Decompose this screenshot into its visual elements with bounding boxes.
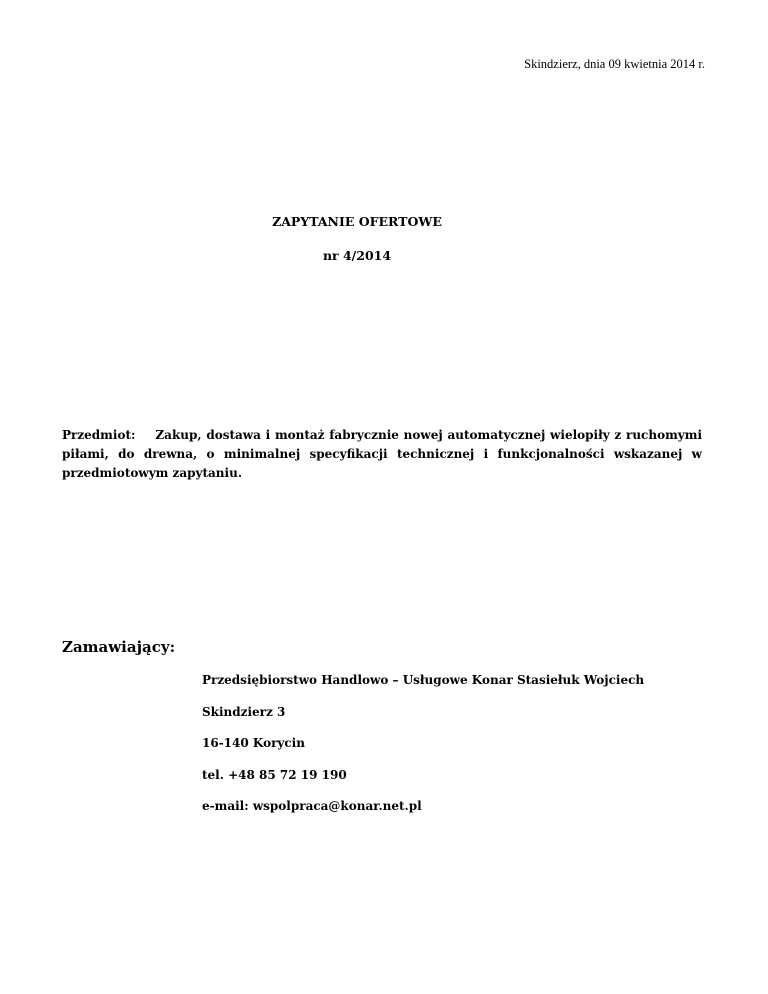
subject-label: Przedmiot:: [62, 428, 136, 442]
subject-paragraph: [62, 426, 702, 483]
orderer-phone: tel. +48 85 72 19 190: [202, 767, 347, 782]
orderer-label: Zamawiający:: [62, 638, 176, 656]
title-block: [0, 205, 714, 273]
date-line: Skindzierz, dnia 09 kwietnia 2014 r.: [524, 57, 705, 71]
orderer-street: Skindzierz 3: [202, 704, 286, 719]
orderer-details: [202, 672, 644, 830]
orderer-email: e-mail: wspolpraca@konar.net.pl: [202, 799, 422, 813]
document-number: nr 4/2014: [322, 248, 392, 263]
document-title: ZAPYTANIE OFERTOWE: [272, 214, 442, 229]
orderer-city: 16-140 Korycin: [202, 736, 305, 750]
subject-text: Zakup, dostawa i montaż fabrycznie nowej automatycznej wielopiły z ruchomymi piłami, do drewna, o minimalnej specyfikacji technicznej i funkcjonalności wskazanej w przedmiotowym zapytaniu.: [62, 428, 702, 480]
orderer-company: Przedsiębiorstwo Handlowo – Usługowe Konar Stasiełuk Wojciech: [202, 673, 645, 687]
